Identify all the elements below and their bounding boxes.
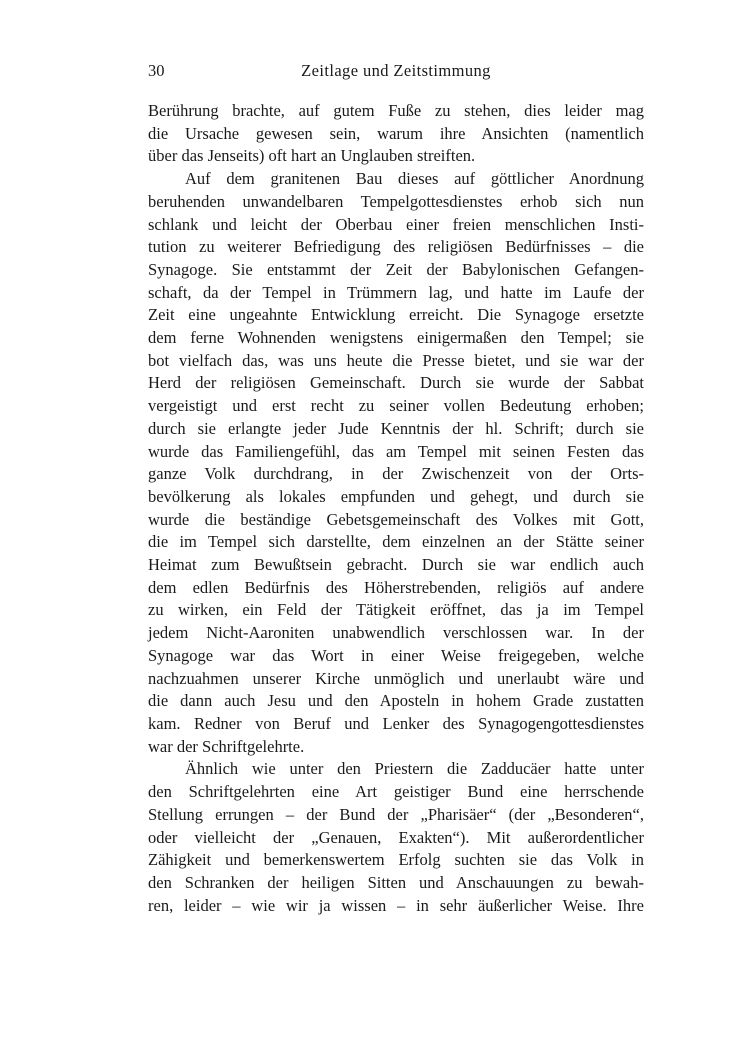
text-line: durch sie erlangte jeder Jude Kenntnis der hl. Schrift; durch sie: [148, 418, 644, 438]
text-line: über das Jenseits) oft hart an Unglauben streiften.: [148, 146, 476, 166]
page-header: [148, 62, 644, 79]
text-line: Heimat zum Bewußtsein gebracht. Durch sie war endlich auch: [148, 555, 644, 575]
text-line: ganze Volk durchdrang, in der Zwischenzeit von der Orts-: [148, 464, 644, 484]
text-line: Zeit eine ungeahnte Entwicklung erreicht. Die Synagoge ersetzte: [148, 305, 644, 325]
text-line: bevölkerung als lokales empfunden und gehegt, und durch sie: [148, 486, 644, 506]
text-line: dem edlen Bedürfnis des Höherstrebenden, religiös auf andere: [148, 577, 644, 597]
paragraph: [148, 758, 644, 917]
text-line: tution zu weiterer Befriedigung des religiösen Bedürfnisses – die: [148, 237, 644, 257]
page-body: [148, 100, 644, 917]
text-block: [148, 62, 644, 917]
text-line: die im Tempel sich darstellte, dem einzelnen an der Stätte seiner: [148, 532, 644, 552]
text-line: Zähigkeit und bemerkenswertem Erfolg suchten sie das Volk in: [148, 850, 644, 870]
page-number: 30: [148, 61, 165, 80]
text-line: Berührung brachte, auf gutem Fuße zu stehen, dies leider mag: [148, 101, 644, 120]
text-line: ren, leider – wie wir ja wissen – in sehr äußerlicher Weise. Ihre: [148, 895, 644, 915]
text-line: schlank und leicht der Oberbau einer freien menschlichen Insti-: [148, 214, 644, 234]
text-line: den Schriftgelehrten eine Art geistiger Bund eine herrschende: [148, 782, 644, 802]
paragraph: [148, 100, 644, 168]
text-line: nachzuahmen unserer Kirche unmöglich und unerlaubt wäre und: [148, 668, 644, 688]
text-line: die Ursache gewesen sein, warum ihre Ansichten (namentlich: [148, 123, 644, 143]
text-line: Auf dem granitenen Bau dieses auf göttlicher Anordnung: [185, 169, 644, 189]
text-line: zu wirken, ein Feld der Tätigkeit eröffnet, das ja im Tempel: [148, 600, 644, 620]
text-line: Herd der religiösen Gemeinschaft. Durch sie wurde der Sabbat: [148, 373, 644, 393]
text-line: vergeistigt und erst recht zu seiner vollen Bedeutung erhoben;: [148, 396, 644, 416]
text-line: den Schranken der heiligen Sitten und Anschauungen zu bewah-: [148, 872, 644, 892]
text-line: Synagoge. Sie entstammt der Zeit der Babylonischen Gefangen-: [148, 259, 644, 279]
text-line: die dann auch Jesu und den Aposteln in hohem Grade zustatten: [148, 691, 644, 711]
text-line: dem ferne Wohnenden wenigstens einigermaßen den Tempel; sie: [148, 328, 644, 348]
text-line: oder vielleicht der „Genauen, Exakten“). Mit außerordentlicher: [148, 827, 644, 847]
text-line: bot vielfach das, was uns heute die Presse bietet, und sie war der: [148, 350, 644, 370]
text-line: schaft, da der Tempel in Trümmern lag, und hatte im Laufe der: [148, 282, 644, 302]
text-line: Ähnlich wie unter den Priestern die Zadducäer hatte unter: [185, 759, 644, 779]
text-line: Synagoge war das Wort in einer Weise freigegeben, welche: [148, 645, 644, 665]
text-line: kam. Redner von Beruf und Lenker des Synagogengottesdienstes: [148, 713, 644, 733]
text-line: jedem Nicht-Aaroniten unabwendlich verschlossen war. In der: [148, 623, 644, 643]
text-line: wurde die beständige Gebetsgemeinschaft des Volkes mit Gott,: [148, 509, 644, 529]
paragraph: [148, 168, 644, 758]
text-line: wurde das Familiengefühl, das am Tempel mit seinen Festen das: [148, 441, 644, 461]
text-line: beruhenden unwandelbaren Tempelgottesdienstes erhob sich nun: [148, 191, 644, 211]
text-line: war der Schriftgelehrte.: [148, 736, 305, 756]
text-line: Stellung errungen – der Bund der „Pharisäer“ (der „Besonderen“,: [148, 804, 644, 824]
running-header: Zeitlage und Zeitstimmung: [301, 61, 491, 80]
